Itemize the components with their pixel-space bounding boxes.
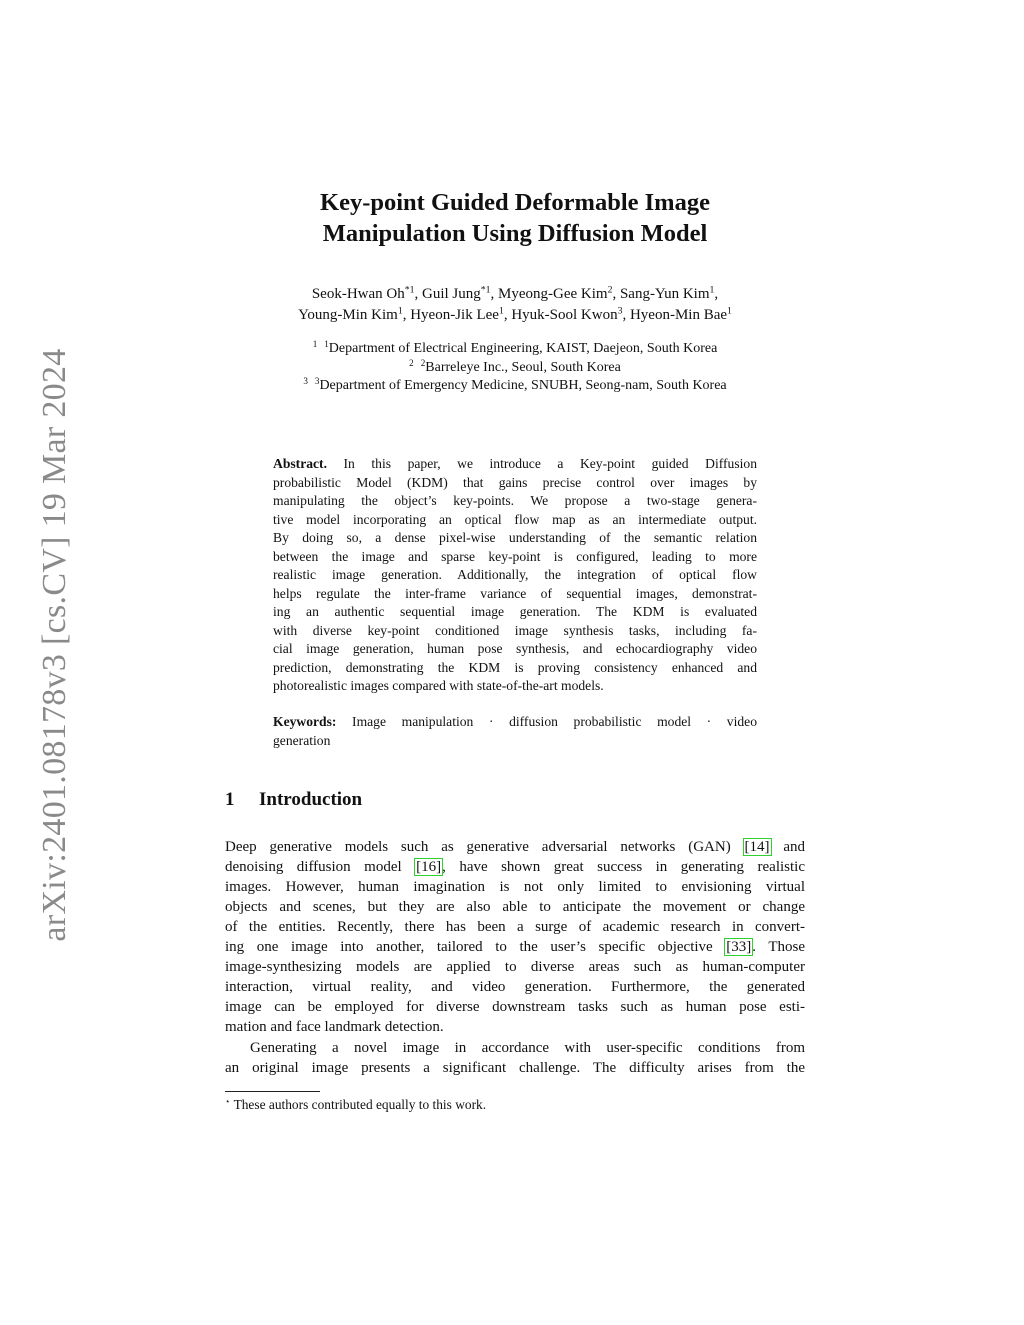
affiliation-mark: 3 — [303, 376, 308, 386]
body-text: , have shown great success in generating realistic — [442, 859, 805, 875]
affiliation-list — [200, 340, 830, 396]
section-number: 1 — [225, 789, 235, 810]
footnote-rule — [225, 1091, 320, 1092]
body-line: image-synthesizing models are applied to diverse areas such as human-computer — [225, 959, 805, 975]
abstract-line: tive model incorporating an optical flow map as an intermediate output. — [273, 511, 757, 527]
body-line: image can be employed for diverse downstream tasks such as human pose esti- — [225, 999, 805, 1015]
abstract-line: By doing so, a dense pixel-wise understanding of the semantic relation — [273, 530, 757, 545]
author-name: Sang-Yun Kim — [619, 286, 710, 302]
author-mark: 1 — [498, 305, 504, 317]
intro-body — [225, 837, 805, 1078]
abstract-line — [273, 455, 757, 474]
abstract-line: realistic image generation. Additionally, the integration of optical flow — [273, 567, 757, 582]
keywords-text: Image manipulation · diffusion probabilistic model · video — [352, 714, 757, 729]
body-text: . Those — [752, 939, 805, 955]
body-line: of the entities. Recently, there has been a surge of academic research in convert- — [225, 919, 805, 935]
abstract — [273, 455, 757, 696]
abstract-line: with diverse key-point conditioned image synthesis tasks, including fa- — [273, 622, 757, 638]
abstract-line: manipulating the object’s key-points. We propose a two-stage genera- — [273, 493, 757, 508]
abstract-line: between the image and sparse key-point is configured, leading to more — [273, 548, 757, 564]
affiliation-text: Department of Emergency Medicine, SNUBH, Seong-nam, South Korea — [319, 378, 727, 393]
citation-link[interactable]: [14] — [744, 839, 770, 855]
author-name: Hyuk-Sool Kwon — [511, 307, 618, 323]
author-mark: 3 — [617, 305, 623, 317]
affiliation-inner-mark: 2 — [420, 357, 426, 368]
author-line-1: Seok-Hwan Oh$^{*1}$, Guil Jung$^{*1}$, Myeong-Gee Kim$^2$, Sang-Yun Kim$^1$, — [311, 284, 719, 302]
footnote-mark: ⋆ — [225, 1096, 231, 1107]
affiliation-text: Department of Electrical Engineering, KAIST, Daejeon, South Korea — [328, 341, 718, 356]
abstract-line: probabilistic Model (KDM) that gains precise control over images by — [273, 474, 757, 490]
citation-link[interactable]: [33] — [726, 939, 752, 955]
author-name: Myeong-Gee Kim — [498, 286, 608, 302]
section-heading — [225, 788, 362, 812]
author-mark: 1 — [709, 284, 715, 296]
body-line: an original image presents a significant challenge. The difficulty arises from the — [225, 1060, 805, 1076]
paper-title — [200, 187, 830, 249]
abstract-line: ing an authentic sequential image generation. The KDM is evaluated — [273, 604, 757, 619]
affiliation-inner-mark: 3 — [314, 376, 320, 386]
abstract-text: In this paper, we introduce a Key-point guided Diffusion — [343, 456, 758, 471]
author-mark: 1 — [397, 305, 403, 317]
abstract-label: Abstract. — [273, 456, 327, 471]
abstract-line: helps regulate the inter-frame variance of sequential images, demonstrat- — [273, 585, 757, 601]
author-name: Hyeon-Min Bae — [629, 307, 728, 323]
body-line: objects and scenes, but they are also able to anticipate the movement or change — [225, 899, 805, 915]
section-title: Introduction — [259, 789, 363, 810]
affiliation-1 — [200, 340, 830, 359]
affiliation-2 — [200, 359, 830, 378]
footnote-text: These authors contributed equally to this work. — [233, 1097, 487, 1112]
author-mark: 2 — [607, 284, 613, 296]
author-mark: *1 — [480, 284, 491, 296]
body-line — [225, 837, 805, 857]
author-mark: *1 — [404, 284, 415, 296]
body-text: and — [770, 839, 805, 855]
body-text: ing one image into another, tailored to the user’s specific objective — [225, 939, 726, 955]
author-name: Hyeon-Jik Lee — [410, 307, 499, 323]
abstract-line: cial image generation, human pose synthesis, and echocardiography video — [273, 641, 757, 656]
author-mark: 1 — [727, 305, 732, 317]
affiliation-mark: 2 — [409, 357, 414, 368]
affiliation-inner-mark: 1 — [324, 339, 329, 349]
title-line-2: Manipulation Using Diffusion Model — [322, 220, 708, 247]
citation-link[interactable]: [16] — [416, 859, 442, 875]
keywords-line: generation — [273, 732, 331, 748]
author-name: Guil Jung — [421, 286, 481, 302]
body-line: Generating a novel image in accordance with user-specific conditions from — [250, 1040, 805, 1056]
body-line: images. However, human imagination is not only limited to envisioning virtual — [225, 879, 805, 895]
abstract-line: photorealistic images compared with state-of-the-art models. — [273, 678, 604, 693]
body-line: mation and face landmark detection. — [225, 1019, 444, 1035]
author-line-2: Young-Min Kim$^1$, Hyeon-Jik Lee$^1$, Hyuk-Sool Kwon$^3$, Hyeon-Min Bae$^1$ — [298, 305, 732, 323]
affiliation-text: Barreleye Inc., Seoul, South Korea — [425, 359, 621, 375]
author-list — [200, 284, 830, 326]
body-line: interaction, virtual reality, and video generation. Furthermore, the generated — [225, 979, 805, 995]
body-line — [225, 857, 805, 877]
affiliation-3 — [200, 377, 830, 396]
keywords — [273, 713, 757, 750]
keywords-line — [273, 713, 757, 732]
keywords-label: Keywords: — [273, 714, 337, 729]
body-line — [225, 937, 805, 957]
title-line-1: Key-point Guided Deformable Image — [320, 189, 710, 216]
author-name: Seok-Hwan Oh — [311, 286, 405, 302]
author-name: Young-Min Kim — [298, 307, 398, 323]
body-text: denoising diffusion model — [225, 859, 416, 875]
body-text: Deep generative models such as generative adversarial networks (GAN) — [225, 839, 744, 855]
abstract-line: prediction, demonstrating the KDM is proving consistency enhanced and — [273, 659, 757, 675]
affiliation-mark: 1 — [312, 339, 318, 349]
footnote — [225, 1096, 805, 1114]
arxiv-side-stamp: arXiv:2401.08178v3 [cs.CV] 19 Mar 2024 — [36, 348, 73, 942]
